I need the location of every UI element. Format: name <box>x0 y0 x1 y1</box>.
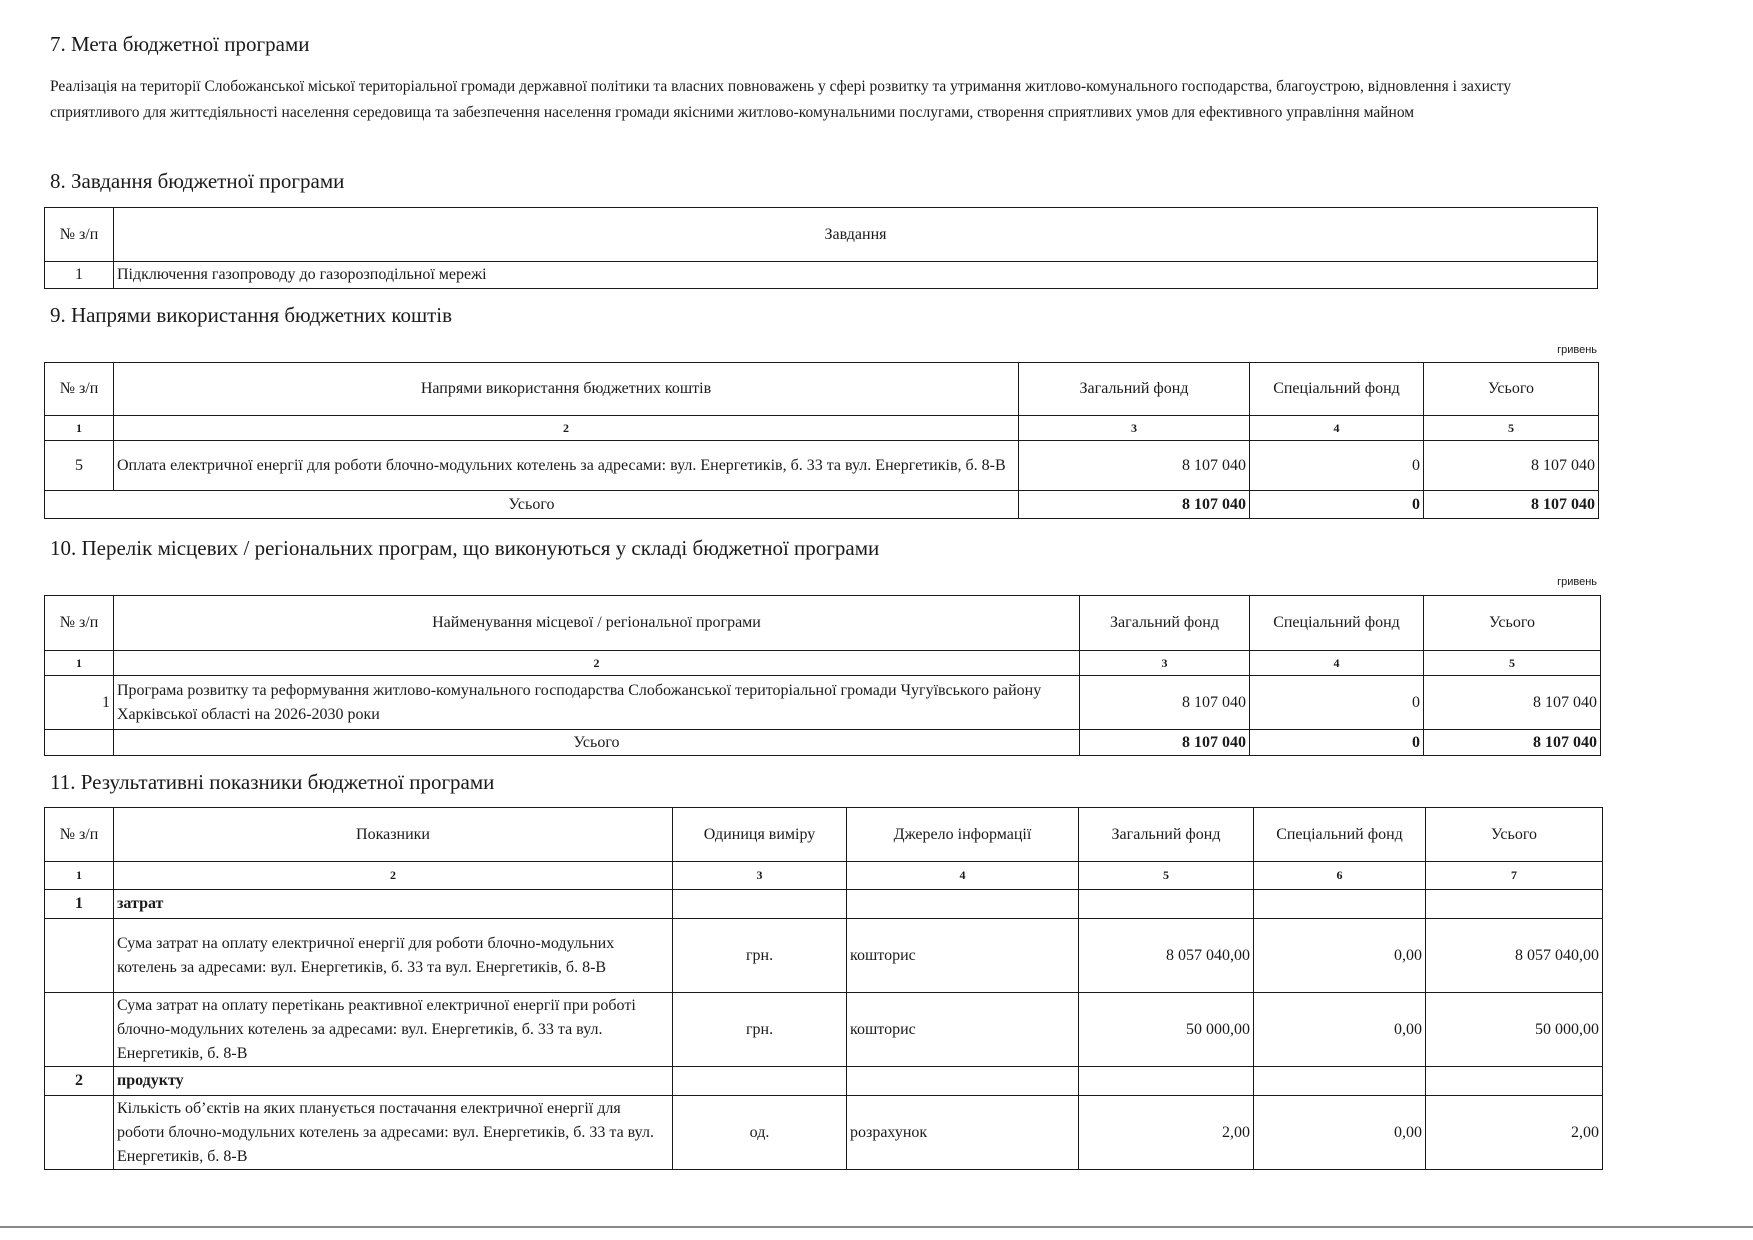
group-label: затрат <box>114 890 673 919</box>
col-number: 2 <box>114 862 673 890</box>
col-number: 2 <box>114 651 1080 676</box>
total-value: 2,00 <box>1426 1096 1603 1170</box>
empty-cell <box>45 1096 114 1170</box>
table-row <box>45 441 1599 491</box>
unit-value: од. <box>673 1096 847 1170</box>
special-fund-value: 0,00 <box>1254 993 1426 1067</box>
col-number: 5 <box>1424 416 1599 441</box>
budget-directions-table <box>44 362 1599 519</box>
table-row <box>45 676 1601 730</box>
indicator-text: Сума затрат на оплату перетікань реактивної електричної енергії при роботі блочно-модульних котелень за адресами: вул. Енергетиків, б. 33 та вул. Енергетиків, б. 8-В <box>114 993 673 1067</box>
task-text: Підключення газопроводу до газорозподільної мережі <box>114 262 1598 289</box>
col-number: 3 <box>1019 416 1250 441</box>
empty-cell <box>673 890 847 919</box>
total-general-fund: 8 107 040 <box>1019 491 1250 519</box>
table-row <box>45 262 1598 289</box>
section-7-text: Реалізація на території Слобожанської міської територіальної громади державної політики та власних повноважень у сфері розвитку та утримання житлово-комунального господарства, благоустрою, відновлення і захисту сприятливого для життєдіяльності населення середовища та забезпечення населення громади якісними житлово-комунальними послугами, створення сприятливих умов для ефективного управління майном <box>50 78 1512 121</box>
column-number-row <box>45 862 1603 890</box>
section-8-title: 8. Завдання бюджетної програми <box>50 169 345 193</box>
general-fund-value: 8 057 040,00 <box>1079 919 1254 993</box>
currency-unit-label: гривень <box>1557 576 1597 588</box>
col-header-special-fund: Спеціальний фонд <box>1254 808 1426 862</box>
unit-value: грн. <box>673 993 847 1067</box>
section-11-title: 11. Результативні показники бюджетної програми <box>50 770 495 794</box>
direction-text: Оплата електричної енергії для роботи блочно-модульних котелень за адресами: вул. Енергетиків, б. 33 та вул. Енергетиків, б. 8-В <box>114 441 1019 491</box>
section-10-title: 10. Перелік місцевих / регіональних програм, що виконуються у складі бюджетної програми <box>50 536 880 560</box>
empty-cell <box>673 1067 847 1096</box>
table-row <box>45 919 1603 993</box>
tasks-table <box>44 207 1598 289</box>
special-fund-value: 0 <box>1250 676 1424 730</box>
section-9-title: 9. Напрями використання бюджетних коштів <box>50 303 453 327</box>
col-header-num: № з/п <box>45 208 114 262</box>
col-header-special-fund: Спеціальний фонд <box>1250 363 1424 416</box>
unit-value: грн. <box>673 919 847 993</box>
general-fund-value: 8 107 040 <box>1080 676 1250 730</box>
table-header-row <box>45 363 1599 416</box>
col-number: 2 <box>114 416 1019 441</box>
currency-unit-label: гривень <box>1557 344 1597 356</box>
source-value: кошторис <box>847 993 1079 1067</box>
col-header-general-fund: Загальний фонд <box>1080 596 1250 651</box>
total-value: 50 000,00 <box>1426 993 1603 1067</box>
col-number: 3 <box>673 862 847 890</box>
col-number: 7 <box>1426 862 1603 890</box>
column-number-row <box>45 416 1599 441</box>
col-number: 4 <box>847 862 1079 890</box>
special-fund-value: 0,00 <box>1254 919 1426 993</box>
performance-indicators-table <box>44 807 1603 1170</box>
col-number: 6 <box>1254 862 1426 890</box>
empty-cell <box>1079 890 1254 919</box>
special-fund-value: 0,00 <box>1254 1096 1426 1170</box>
col-header-unit: Одиниця виміру <box>673 808 847 862</box>
empty-cell <box>45 993 114 1067</box>
col-header-source: Джерело інформації <box>847 808 1079 862</box>
empty-cell <box>1254 1067 1426 1096</box>
total-value: 8 057 040,00 <box>1426 919 1603 993</box>
col-number: 1 <box>45 862 114 890</box>
col-header-total: Усього <box>1424 363 1599 416</box>
indicator-text: Сума затрат на оплату електричної енергії для роботи блочно-модульних котелень за адресами: вул. Енергетиків, б. 33 та вул. Енергетиків, б. 8-В <box>114 919 673 993</box>
col-header-program-name: Найменування місцевої / регіональної програми <box>114 596 1080 651</box>
col-header-total: Усього <box>1426 808 1603 862</box>
col-header-direction: Напрями використання бюджетних коштів <box>114 363 1019 416</box>
row-num: 5 <box>45 441 114 491</box>
table-header-row <box>45 208 1598 262</box>
empty-cell <box>1079 1067 1254 1096</box>
total-special-fund: 0 <box>1250 491 1424 519</box>
col-header-general-fund: Загальний фонд <box>1079 808 1254 862</box>
empty-cell <box>847 890 1079 919</box>
empty-cell <box>1254 890 1426 919</box>
group-num: 2 <box>45 1067 114 1096</box>
col-number: 4 <box>1250 416 1424 441</box>
empty-cell <box>1426 1067 1603 1096</box>
general-fund-value: 50 000,00 <box>1079 993 1254 1067</box>
total-value: 8 107 040 <box>1424 676 1601 730</box>
col-number: 3 <box>1080 651 1250 676</box>
col-header-special-fund: Спеціальний фонд <box>1250 596 1424 651</box>
total-all: 8 107 040 <box>1424 730 1601 756</box>
totals-label: Усього <box>45 491 1019 519</box>
col-header-num: № з/п <box>45 363 114 416</box>
col-number: 5 <box>1079 862 1254 890</box>
totals-row <box>45 730 1601 756</box>
total-value: 8 107 040 <box>1424 441 1599 491</box>
group-header-row <box>45 1067 1603 1096</box>
section-7-title: 7. Мета бюджетної програми <box>50 32 310 56</box>
table-header-row <box>45 596 1601 651</box>
total-all: 8 107 040 <box>1424 491 1599 519</box>
totals-label: Усього <box>114 730 1080 756</box>
local-programs-table <box>44 595 1601 756</box>
col-header-indicator: Показники <box>114 808 673 862</box>
col-number: 5 <box>1424 651 1601 676</box>
empty-cell <box>45 919 114 993</box>
empty-cell <box>1426 890 1603 919</box>
totals-row <box>45 491 1599 519</box>
general-fund-value: 2,00 <box>1079 1096 1254 1170</box>
row-num: 1 <box>45 262 114 289</box>
total-special-fund: 0 <box>1250 730 1424 756</box>
general-fund-value: 8 107 040 <box>1019 441 1250 491</box>
col-number: 1 <box>45 651 114 676</box>
source-value: кошторис <box>847 919 1079 993</box>
group-label: продукту <box>114 1067 673 1096</box>
col-header-general-fund: Загальний фонд <box>1019 363 1250 416</box>
special-fund-value: 0 <box>1250 441 1424 491</box>
empty-cell <box>45 730 114 756</box>
col-header-total: Усього <box>1424 596 1601 651</box>
group-num: 1 <box>45 890 114 919</box>
col-header-num: № з/п <box>45 808 114 862</box>
col-header-task: Завдання <box>114 208 1598 262</box>
col-header-num: № з/п <box>45 596 114 651</box>
column-number-row <box>45 651 1601 676</box>
total-general-fund: 8 107 040 <box>1080 730 1250 756</box>
source-value: розрахунок <box>847 1096 1079 1170</box>
group-header-row <box>45 890 1603 919</box>
row-num: 1 <box>45 676 114 730</box>
program-name-text: Програма розвитку та реформування житлово-комунального господарства Слобожанської територіальної громади Чугуївського району Харківської області на 2026-2030 роки <box>114 676 1080 730</box>
indicator-text: Кількість об’єктів на яких планується постачання електричної енергії для роботи блочно-модульних котелень за адресами: вул. Енергетиків, б. 33 та вул. Енергетиків, б. 8-В <box>114 1096 673 1170</box>
col-number: 1 <box>45 416 114 441</box>
table-header-row <box>45 808 1603 862</box>
table-row <box>45 1096 1603 1170</box>
page-bottom-divider <box>0 1226 1753 1228</box>
table-row <box>45 993 1603 1067</box>
empty-cell <box>847 1067 1079 1096</box>
col-number: 4 <box>1250 651 1424 676</box>
